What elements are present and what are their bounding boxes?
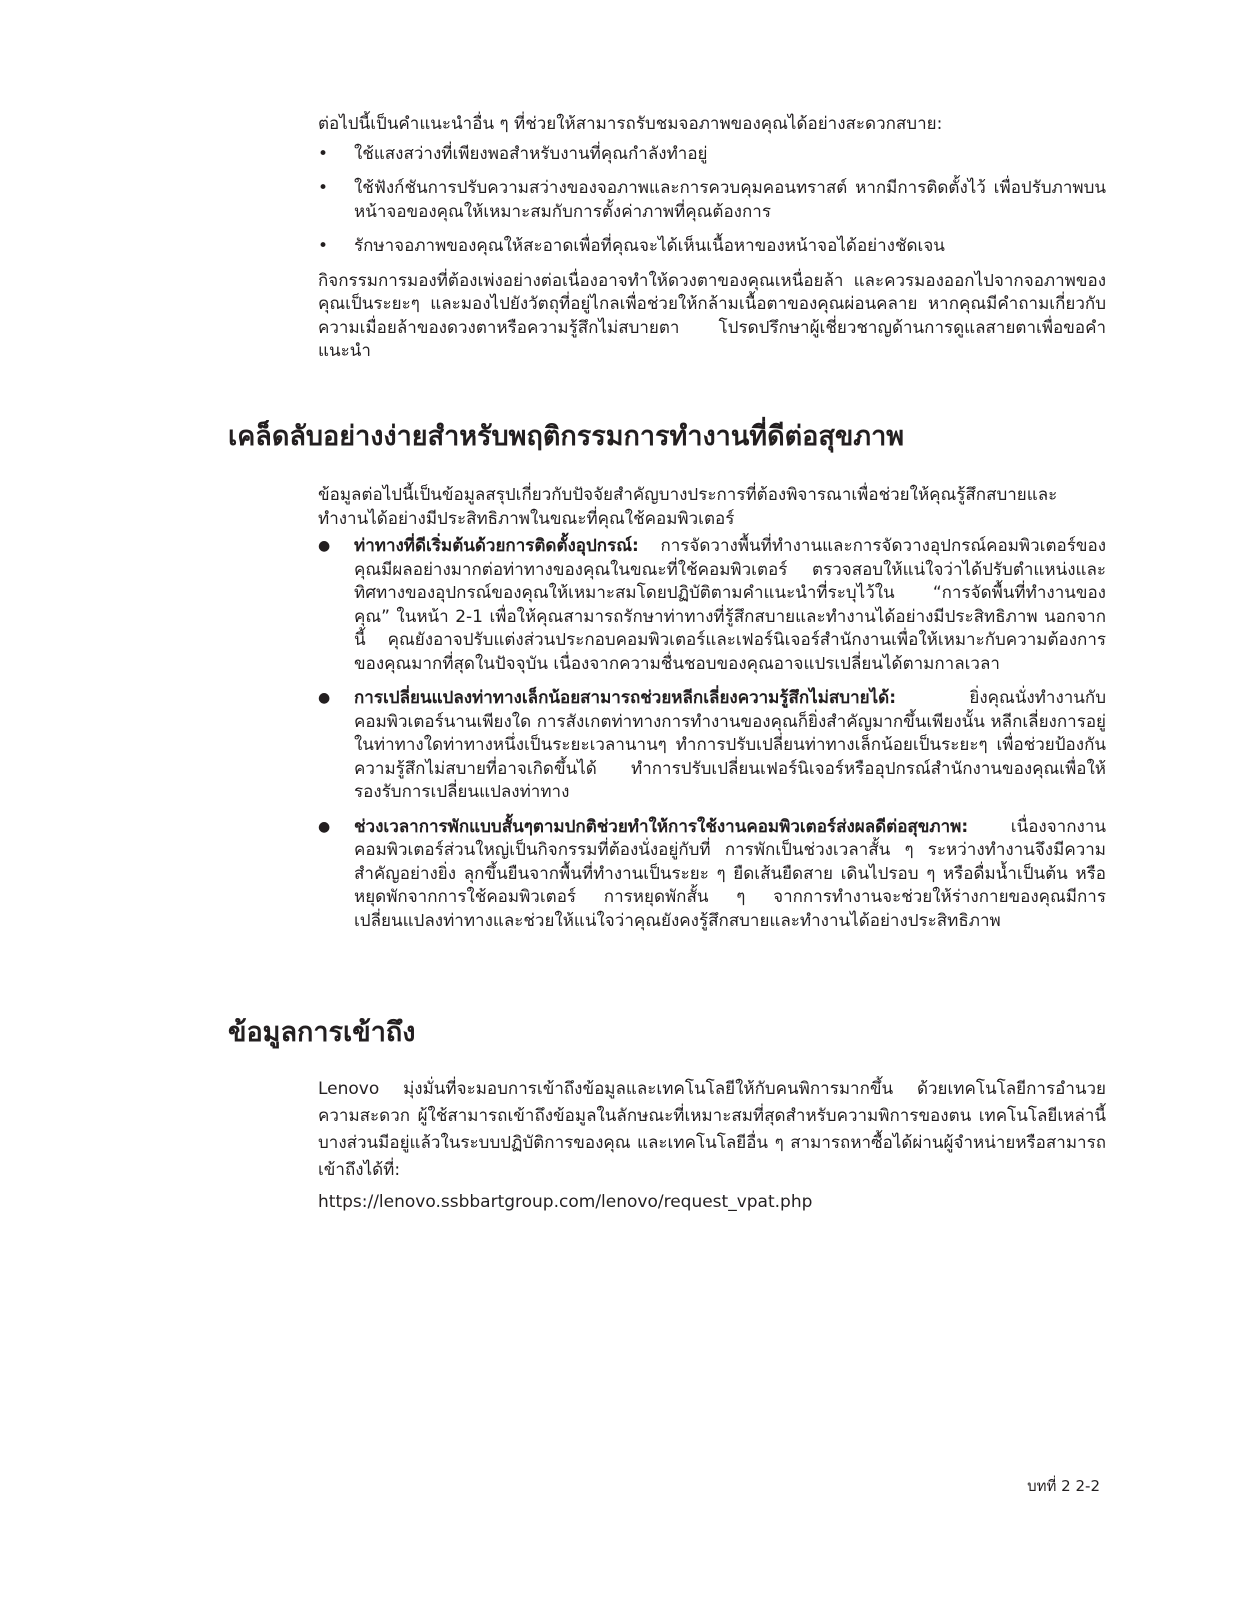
tip-title: ท่าทางที่ดีเริ่มต้นด้วยการติดตั้งอุปกรณ์: — [354, 536, 639, 556]
intro-closing: กิจกรรมการมองที่ต้องเพ่งอย่างต่อเนื่องอาจทำให้ดวงตาของคุณเหนื่อยล้า และควรมองออกไปจากจอภาพของคุณเป็นระยะๆ และมองไปยังวัตถุที่อยู่ไกลเพื่อช่วยให้กล้ามเนื้อตาของคุณผ่อนคลาย หากคุณมีคำถามเกี่ยวกับความเมื่อยล้าของดวงตาหรือความรู้สึกไม่สบายตา โปรดปรึกษาผู้เชี่ยวชาญด้านการดูแลสายตาเพื่อขอคำแนะนำ — [318, 270, 1106, 361]
tip-title: การเปลี่ยนแปลงท่าทางเล็กน้อยสามารถช่วยหลีกเลี่ยงความรู้สึกไม่สบายได้: — [354, 688, 896, 708]
list-item: • ใช้ฟังก์ชันการปรับความสว่างของจอภาพและการควบคุมคอนทราสต์ หากมีการติดตั้งไว้ เพื่อปรับภาพบนหน้าจอของคุณให้เหมาะสมกับการตั้งค่าภาพที่คุณต้องการ — [318, 177, 1106, 224]
access-section — [318, 1076, 1106, 1216]
list-item: • รักษาจอภาพของคุณให้สะอาดเพื่อที่คุณจะได้เห็นเนื้อหาของหน้าจอได้อย่างชัดเจน — [318, 235, 1106, 259]
tips-heading: เคล็ดลับอย่างง่ายสำหรับพฤติกรรมการทำงานที่ดีต่อสุขภาพ — [228, 421, 905, 452]
list-item: • ใช้แสงสว่างที่เพียงพอสำหรับงานที่คุณกำลังทำอยู่ — [318, 143, 1106, 167]
access-heading: ข้อมูลการเข้าถึง — [228, 1017, 416, 1048]
intro-lead: ต่อไปนี้เป็นคำแนะนำอื่น ๆ ที่ช่วยให้สามารถรับชมจอภาพของคุณได้อย่างสะดวกสบาย: — [318, 114, 943, 134]
viewing-tips-list — [318, 143, 1106, 259]
tips-section — [318, 484, 1106, 944]
tips-lead: ข้อมูลต่อไปนี้เป็นข้อมูลสรุปเกี่ยวกับปัจจัยสำคัญบางประการที่ต้องพิจารณาเพื่อช่วยให้คุณรู้สึกสบายและทำงานได้อย่างมีประสิทธิภาพในขณะที่คุณใช้คอมพิวเตอร์ — [318, 485, 1058, 529]
tip-text: การจัดวางพื้นที่ทำงานและการจัดวางอุปกรณ์คอมพิวเตอร์ของคุณมีผลอย่างมากต่อท่าทางของคุณในขณะที่ใช้คอมพิวเตอร์ ตรวจสอบให้แน่ใจว่าได้ปรับตำแหน่งและทิศทางของอุปกรณ์ของคุณให้เหมาะสมโดยปฏิบัติตามคำแนะนำที่ระบุไว้ใน “การจัดพื้นที่ทำงานของคุณ” ในหน้า 2-1 เพื่อให้คุณสามารถรักษาท่าทางที่รู้สึกสบายและทำงานได้อย่างมีประสิทธิภาพ นอกจากนี้ คุณยังอาจปรับแต่งส่วนประกอบคอมพิวเตอร์และเฟอร์นิเจอร์สำนักงานเพื่อให้เหมาะกับความต้องการของคุณมากที่สุดในปัจจุบัน เนื่องจากความชื่นชอบของคุณอาจแปรเปลี่ยนได้ตามกาลเวลา — [354, 536, 1106, 674]
page-number: บทที่ 2 2-2 — [1027, 1477, 1100, 1495]
viewing-tips-section — [318, 113, 1106, 364]
access-text: Lenovo มุ่งมั่นที่จะมอบการเข้าถึงข้อมูลและเทคโนโลยีให้กับคนพิการมากขึ้น ด้วยเทคโนโลยีการอำนวยความสะดวก ผู้ใช้สามารถเข้าถึงข้อมูลในลักษณะที่เหมาะสมที่สุดสำหรับความพิการของตน เทคโนโลยีเหล่านี้บางส่วนมีอยู่แล้วในระบบปฏิบัติการของคุณ และเทคโนโลยีอื่น ๆ สามารถหาซื้อได้ผ่านผู้จำหน่ายหรือสามารถเข้าถึงได้ที่: — [318, 1079, 1106, 1180]
access-url[interactable]: https://lenovo.ssbbartgroup.com/lenovo/request_vpat.php — [318, 1192, 813, 1212]
tips-list — [318, 535, 1106, 933]
tip-text: ยิ่งคุณนั่งทำงานกับคอมพิวเตอร์นานเพียงใด การสังเกตท่าทางการทำงานของคุณก็ยิ่งสำคัญมากขึ้นเพียงนั้น หลีกเลี่ยงการอยู่ในท่าทางใดท่าทางหนึ่งเป็นระยะเวลานานๆ ทำการปรับเปลี่ยนท่าทางเล็กน้อยเป็นระยะๆ เพื่อช่วยป้องกันความรู้สึกไม่สบายที่อาจเกิดขึ้นได้ ทำการปรับเปลี่ยนเฟอร์นิเจอร์หรืออุปกรณ์สำนักงานของคุณเพื่อให้รองรับการเปลี่ยนแปลงท่าทาง — [354, 688, 1106, 802]
tip-title: ช่วงเวลาการพักแบบสั้นๆตามปกติช่วยทำให้การใช้งานคอมพิวเตอร์ส่งผลดีต่อสุขภาพ: — [354, 816, 969, 837]
list-item — [318, 687, 1106, 805]
list-item — [318, 535, 1106, 676]
tip-text: เนื่องจากงานคอมพิวเตอร์ส่วนใหญ่เป็นกิจกรรมที่ต้องนั่งอยู่กับที่ การพักเป็นช่วงเวลาสั้น ๆ ระหว่างทำงานจึงมีความสำคัญอย่างยิ่ง ลุกขึ้นยืนจากพื้นที่ทำงานเป็นระยะ ๆ ยืดเส้นยืดสาย เดินไปรอบ ๆ หรือดื่มน้ำเป็นต้น หรือหยุดพักจากการใช้คอมพิวเตอร์ การหยุดพักสั้น ๆ จากการทำงานจะช่วยให้ร่างกายของคุณมีการเปลี่ยนแปลงท่าทางและช่วยให้แน่ใจว่าคุณยังคงรู้สึกสบายและทำงานได้อย่างประสิทธิภาพ — [354, 816, 1106, 931]
list-item — [318, 816, 1106, 934]
